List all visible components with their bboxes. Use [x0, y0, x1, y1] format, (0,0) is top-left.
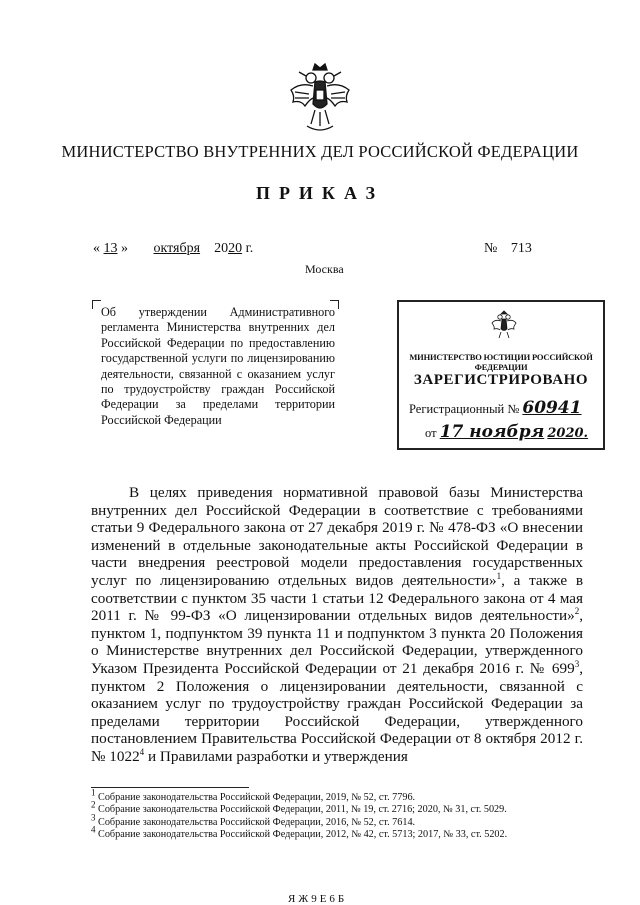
order-month: октября	[153, 241, 201, 256]
order-number-value: 713	[510, 241, 532, 256]
stamp-ministry: МИНИСТЕРСТВО ЮСТИЦИИ РОССИЙСКОЙ ФЕДЕРАЦИИ	[409, 352, 593, 372]
footnote: $^2$ Собрание законодательства Российской Федерации, 2011, № 19, ст. 2716; 2020, № 31, ст. 5029.	[91, 800, 507, 816]
stamp-date-handwritten: 17 ноября	[439, 422, 545, 442]
footnotes	[91, 787, 591, 842]
order-year: 20	[228, 241, 243, 256]
footnote-divider	[91, 787, 249, 788]
order-number: № 713	[484, 241, 546, 257]
order-preamble: В целях приведения нормативной правовой базы Министерства внутренних дел Российской Федерации в соответствие с требованиями статьи 9 Федерального закона от 27 декабря 2019 г. № 478-ФЗ «О внесении изменений в отдельные законодательные акты Российской Федерации в части внедрения реестровой модели предоставления государственных услуг по лицензированию отдельных видов деятельности»$^1$, а также в соответствии с пунктом 35 части 1 статьи 12 Федерального закона от 4 мая 2011 г. № 99-ФЗ «О лицензировании отдельных видов деятельности»$^2$, пунктом 1, подпунктом 39 пункта 11 и подпунктом 3 пункта 20 Положения о Министерстве внутренних дел Российской Федерации, утвержденного Указом Президента Российской Федерации от 21 декабря 2016 г. № $699^3$, пунктом 2 Положения о лицензировании деятельности, связанной с оказанием услуг по трудоустройству граждан Российской Федерации за пределами территории Российской Федерации, утвержденного постановлением Правительства Российской Федерации от 8 октября 2012 г. № 1022$^4$ и Правилами разработки и утверждения	[91, 484, 583, 765]
registration-stamp	[397, 300, 605, 450]
state-emblem	[287, 60, 353, 134]
order-city: Москва	[305, 262, 344, 276]
page-mark: ЯЖ9Е6Б	[288, 893, 348, 905]
footnote: $^1$ Собрание законодательства Российской Федерации, 2019, № 52, ст. 7796.	[91, 787, 416, 803]
stamp-number-handwritten: 60941	[522, 398, 582, 418]
footnote: $^3$ Собрание законодательства Российской Федерации, 2016, № 52, ст. 7614.	[91, 812, 416, 828]
stamp-registration-number: Регистрационный № 60941	[409, 398, 582, 418]
document-type-title: ПРИКАЗ	[255, 183, 385, 203]
stamp-registered: ЗАРЕГИСТРИРОВАНО	[413, 372, 589, 388]
stamp-emblem	[491, 310, 517, 340]
order-subject: Об утверждении Административного регламента Министерства внутренних дел Российской Федерации по предоставлению государственной услуги по лицензированию деятельности, связанной с оказанием услуг по трудоустройству граждан Российской Федерации за пределами территории Российской Федерации	[101, 305, 335, 427]
ministry-title: МИНИСТЕРСТВО ВНУТРЕННИХ ДЕЛ РОССИЙСКОЙ ФЕДЕРАЦИИ	[61, 142, 579, 161]
order-date: « 13 » октября 2020 г.	[93, 241, 254, 256]
stamp-date: от 17 ноября 2020.	[425, 422, 589, 442]
order-day: 13	[103, 241, 118, 256]
footnote: $^4$ Собрание законодательства Российской Федерации, 2012, № 42, ст. 5713; 2017, № 33, ст. 5202.	[91, 824, 508, 841]
subject-bracket-left	[92, 300, 101, 309]
